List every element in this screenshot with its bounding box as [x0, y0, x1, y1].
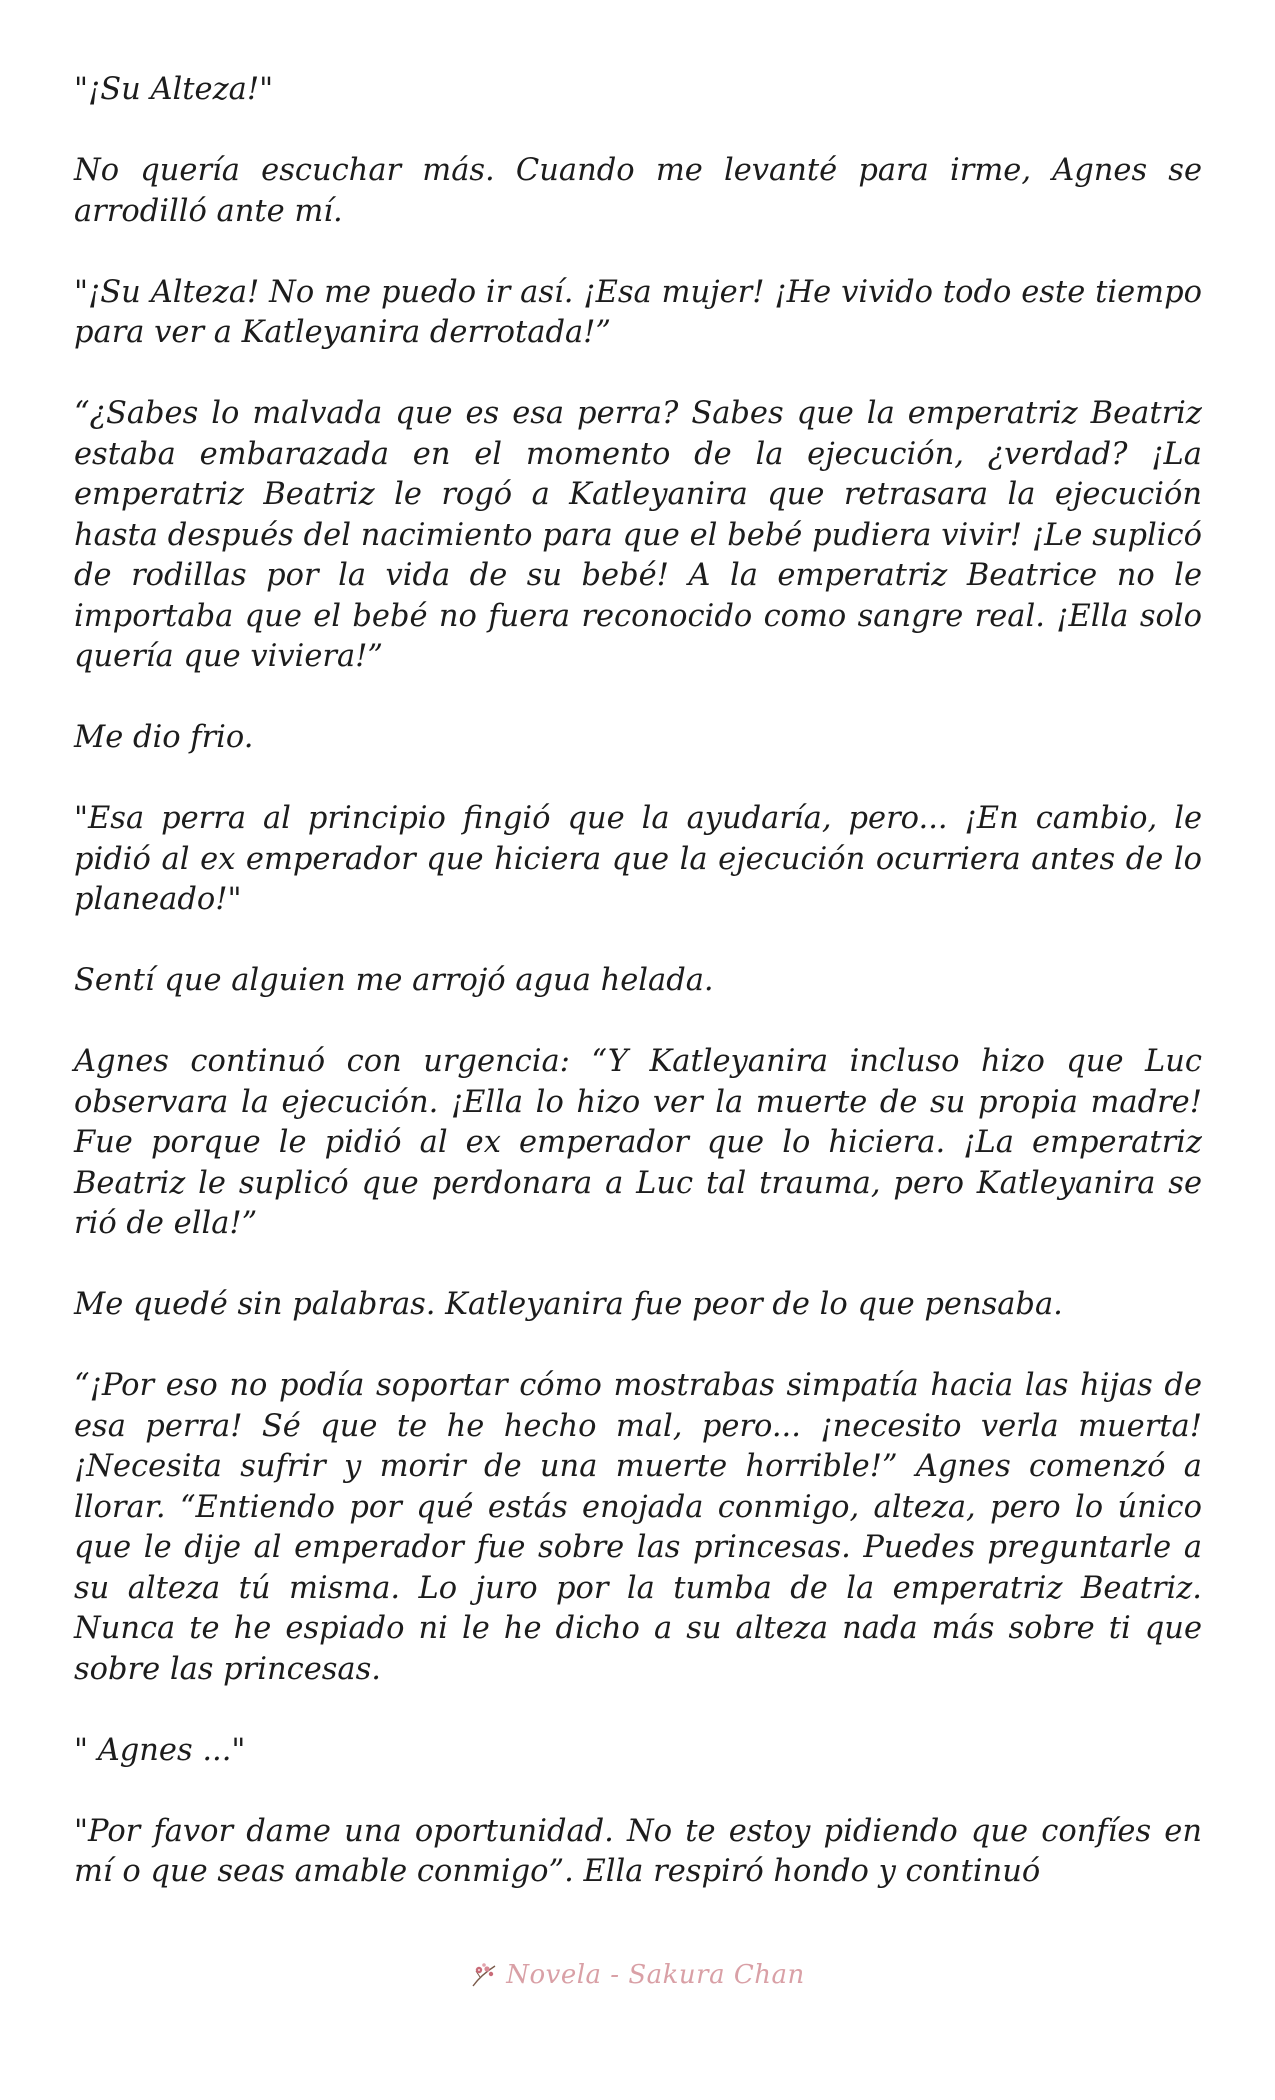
watermark-footer: [0, 1960, 1275, 1994]
watermark-text: Novela - Sakura Chan: [506, 1960, 805, 1990]
paragraph-5: Me dio frio.: [74, 720, 254, 755]
cherry-blossom-icon: [470, 1961, 498, 1989]
paragraph-1: "¡Su Alteza!": [74, 72, 274, 107]
paragraph-2: No quería escuchar más. Cuando me levanté para irme, Agnes se arrodilló ante mí.: [74, 153, 1202, 229]
document-page: [74, 70, 1202, 1893]
paragraph-7: Sentí que alguien me arrojó agua helada.: [74, 963, 714, 998]
paragraph-10: “¡Por eso no podía soportar cómo mostrabas simpatía hacia las hijas de esa perra! Sé que te he hecho mal, pero... ¡necesito verla muerta! ¡Necesita sufrir y morir de una muerte horrible!” Agnes comenzó a llorar. “Entiendo por qué estás enojada conmigo, alteza, pero lo único que le dije al emperador fue sobre las princesas. Puedes preguntarle a su alteza tú misma. Lo juro por la tumba de la emperatriz Beatriz. Nunca te he espiado ni le he dicho a su alteza nada más sobre ti que sobre las princesas.: [74, 1368, 1202, 1687]
paragraph-9: Me quedé sin palabras. Katleyanira fue peor de lo que pensaba.: [74, 1287, 1063, 1322]
paragraph-4: “¿Sabes lo malvada que es esa perra? Sabes que la emperatriz Beatriz estaba embarazada en el momento de la ejecución, ¿verdad? ¡La emperatriz Beatriz le rogó a Katleyanira que retrasara la ejecución hasta después del nacimiento para que el bebé pudiera vivir! ¡Le suplicó de rodillas por la vida de su bebé! A la emperatriz Beatrice no le importaba que el bebé no fuera reconocido como sangre real. ¡Ella solo quería que viviera!”: [74, 396, 1202, 674]
paragraph-6: "Esa perra al principio fingió que la ayudaría, pero... ¡En cambio, le pidió al ex emperador que hiciera que la ejecución ocurriera antes de lo planeado!": [74, 801, 1202, 917]
paragraph-12: "Por favor dame una oportunidad. No te estoy pidiendo que confíes en mí o que seas amable conmigo”. Ella respiró hondo y continuó: [74, 1813, 1202, 1889]
paragraph-11: " Agnes ...": [74, 1732, 246, 1768]
paragraph-3: "¡Su Alteza! No me puedo ir así. ¡Esa mujer! ¡He vivido todo este tiempo para ver a Katleyanira derrotada!”: [74, 274, 1202, 350]
watermark: [470, 1960, 805, 1990]
paragraph-8: Agnes continuó con urgencia: “Y Katleyanira incluso hizo que Luc observara la ejecución. ¡Ella lo hizo ver la muerte de su propia madre! Fue porque le pidió al ex emperador que lo hiciera. ¡La emperatriz Beatriz le suplicó que perdonara a Luc tal trauma, pero Katleyanira se rió de ella!”: [74, 1044, 1202, 1241]
